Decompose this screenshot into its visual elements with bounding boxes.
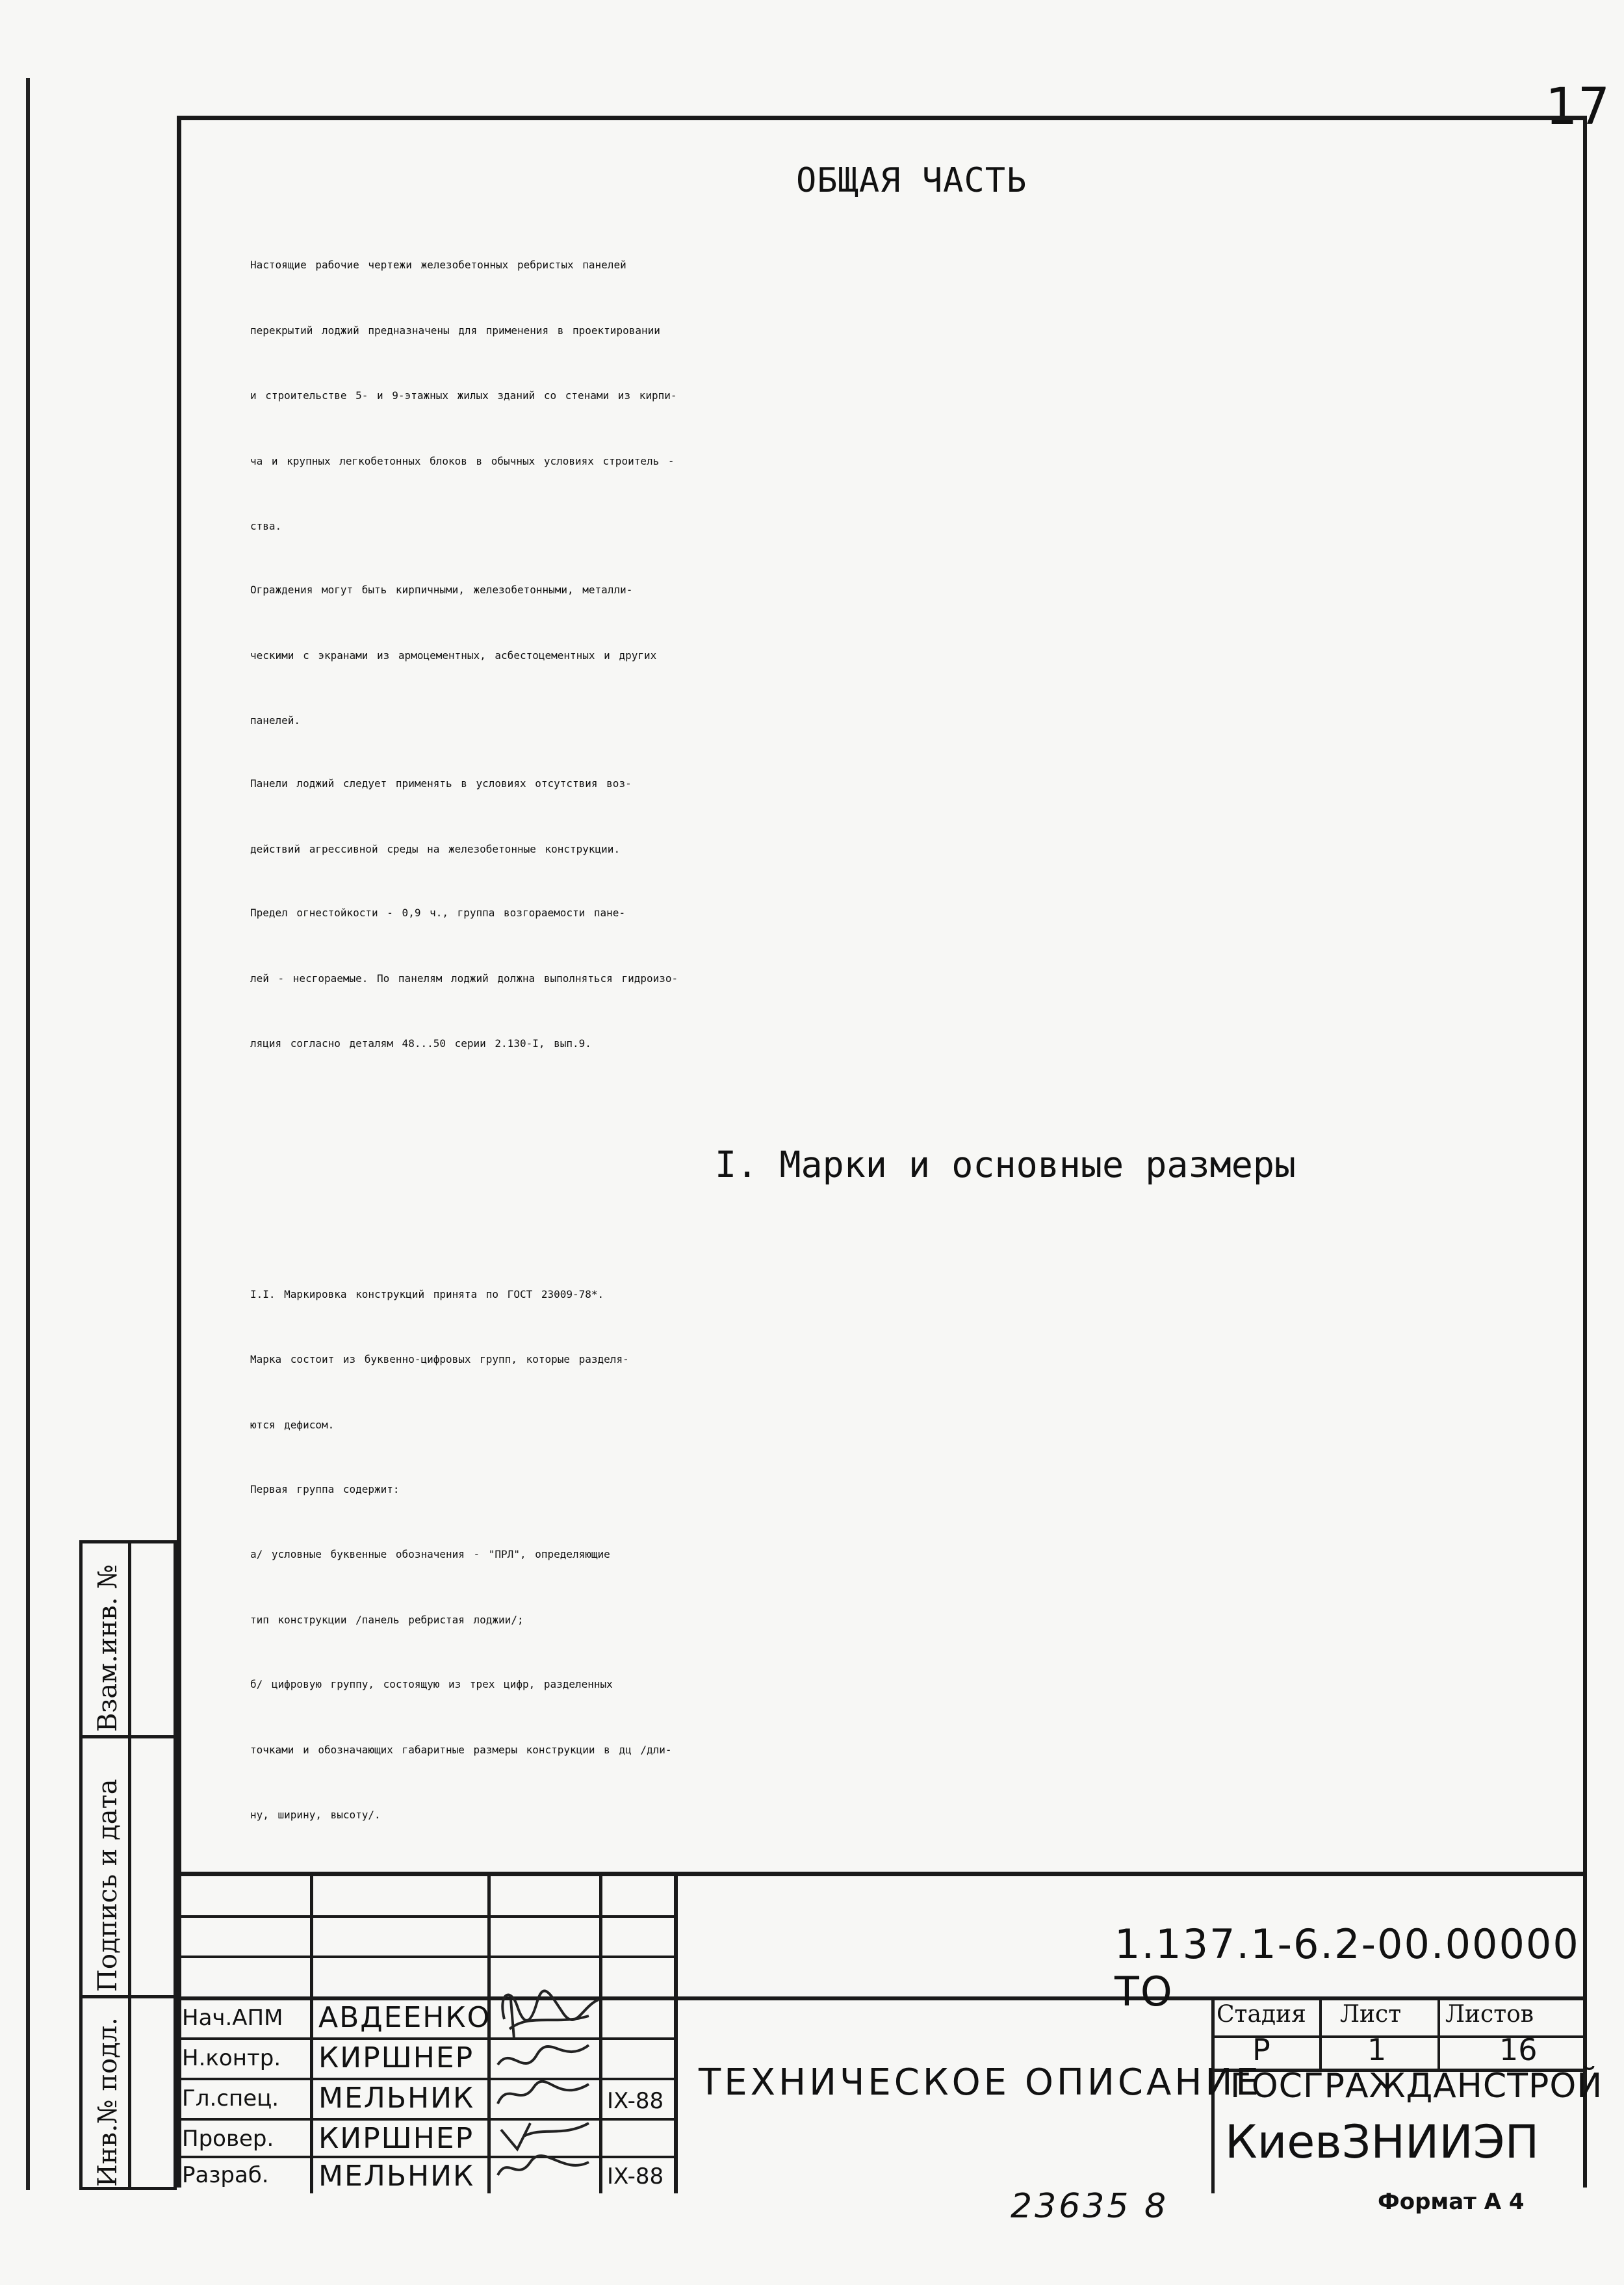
signer-name: АВДЕЕНКО: [318, 2001, 491, 2034]
paragraph-item-a: а/ условные буквенные обозначения - "ПРЛ", определяющие тип конструкции /панель ребристая лоджии/;: [250, 1548, 610, 1626]
paragraph-mark-groups: Марка состоит из буквенно-цифровых групп, которые разделя- ются дефисом.: [250, 1353, 629, 1431]
sheets-header: Листов: [1445, 2001, 1534, 2028]
signer-name: КИРШНЕР: [318, 2041, 474, 2074]
inventory-number: 23635 8: [1011, 2187, 1169, 2226]
paragraph-environment: Панели лоджий следует применять в условиях отсутствия воз- действий агрессивной среды на железобетонные конструкции.: [250, 777, 632, 855]
signer-role: Нач.АПМ: [182, 2005, 283, 2031]
signer-name: КИРШНЕР: [318, 2122, 474, 2155]
paragraph-first-group: Первая группа содержит:: [250, 1483, 400, 1495]
paragraph-intro: Настоящие рабочие чертежи железобетонных ребристых панелей перекрытий лоджий предназначены для применения в проектировании и строительстве 5- и 9-этажных жилых зданий со стенами из кирпи- ча и крупных легкобетонных блоков в обычных условиях строитель - ства.: [250, 259, 677, 532]
signer-name: МЕЛЬНИК: [318, 2160, 475, 2193]
side-stamp-original-inventory-label: Инв.№ подл.: [93, 2017, 123, 2187]
grid-line: [177, 2037, 677, 2040]
signer-date: IX-88: [607, 2088, 664, 2114]
signer-role: Гл.спец.: [182, 2085, 279, 2111]
side-stamp: [79, 1540, 177, 2190]
grid-line: [177, 2156, 677, 2158]
sheet-value: 1: [1367, 2032, 1387, 2067]
organization-institute: КиевЗНИИЭП: [1225, 2115, 1540, 2169]
signer-role: Провер.: [182, 2126, 274, 2152]
grid-line: [177, 1956, 677, 1958]
paragraph-marking: I.I. Маркировка конструкций принята по ГОСТ 23009-78*.: [250, 1288, 604, 1300]
paragraph-fire-resistance: Предел огнестойкости - 0,9 ч., группа возгораемости пане- лей - несгораемые. По панелям лоджий должна выполняться гидроизо- ляция согласно деталям 48...50 серии 2.130-I, вып.9.: [250, 907, 678, 1050]
side-stamp-replacement-label: Взам.инв. №: [93, 1564, 123, 1732]
section-title: I. Марки и основные размеры: [715, 1144, 1296, 1185]
grid-line: [310, 1876, 313, 2193]
stage-header: Стадия: [1217, 2001, 1306, 2028]
document-title: ТЕХНИЧЕСКОЕ ОПИСАНИЕ: [699, 2061, 1262, 2104]
grid-line: [487, 1876, 491, 2193]
paragraph-item-b: б/ цифровую группу, состоящую из трех цифр, разделенных точками и обозначающих габаритные размеры конструкции в дц /дли- ну, ширину, высоту/.: [250, 1678, 672, 1821]
page-left-edge: [26, 78, 30, 2190]
grid-line: [177, 2078, 677, 2080]
paper-format: Формат А 4: [1378, 2189, 1525, 2215]
document-code: 1.137.1-6.2-00.00000 ТО: [1115, 1920, 1580, 2015]
grid-line: [177, 1915, 677, 1918]
signer-role: Н.контр.: [182, 2045, 281, 2071]
page-heading: ОБЩАЯ ЧАСТЬ: [796, 161, 1027, 200]
handwritten-signatures: [491, 1967, 602, 2191]
grid-line: [674, 1876, 678, 2193]
page-number: 17: [1545, 78, 1610, 136]
sheets-value: 16: [1499, 2032, 1538, 2067]
signer-name: МЕЛЬНИК: [318, 2082, 475, 2115]
signer-date: IX-88: [607, 2163, 664, 2189]
paragraph-fencing: Ограждения могут быть кирпичными, железобетонными, металли- ческими с экранами из армоцементных, асбестоцементных и других панелей.: [250, 584, 657, 727]
stage-value: Р: [1252, 2032, 1270, 2067]
organization-name: ГОСГРАЖДАНСТРОЙ: [1230, 2067, 1603, 2106]
sheet-header: Лист: [1340, 2001, 1402, 2028]
signer-role: Разраб.: [182, 2162, 269, 2188]
grid-line: [177, 2118, 677, 2121]
side-stamp-signature-label: Подпись и дата: [93, 1779, 123, 1992]
